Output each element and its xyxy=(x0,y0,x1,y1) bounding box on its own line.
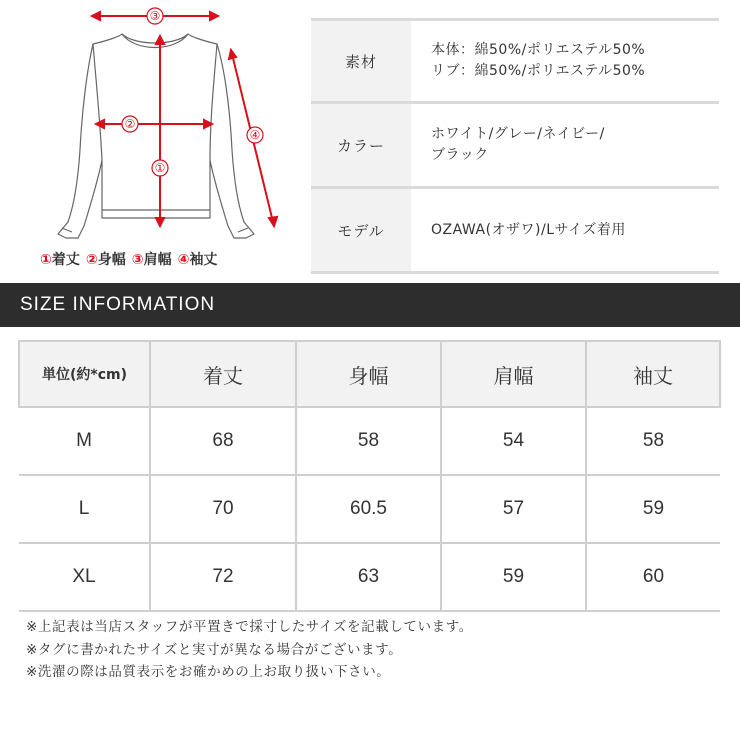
spec-value: ホワイト/グレー/ネイビー/ ブラック xyxy=(431,126,605,163)
table-cell: 72 xyxy=(150,543,296,611)
table-cell: 70 xyxy=(150,475,296,543)
size-information-banner xyxy=(0,283,740,327)
note-line: ※上記表は当店スタッフが平置きで採寸したサイズを記載しています。 xyxy=(26,619,473,635)
spec-row-color xyxy=(311,104,719,189)
notes xyxy=(26,616,473,684)
table-cell: 59 xyxy=(586,475,720,543)
spec-label: モデル xyxy=(311,189,411,271)
header-sleeve: 袖丈 xyxy=(586,341,720,407)
spec-row-material xyxy=(311,18,719,104)
garment-diagram xyxy=(0,0,290,280)
legend-length: ①着丈 xyxy=(40,252,80,268)
table-cell: 54 xyxy=(441,407,586,475)
marker-length: ① xyxy=(154,161,166,175)
spec-label: カラー xyxy=(311,104,411,186)
header-length: 着丈 xyxy=(150,341,296,407)
header-body-width: 身幅 xyxy=(296,341,441,407)
note-line: ※タグに書かれたサイズと実寸が異なる場合がございます。 xyxy=(26,641,403,658)
table-row xyxy=(19,475,720,543)
table-cell: 60.5 xyxy=(296,475,441,543)
size-table xyxy=(18,340,721,612)
size-table-header xyxy=(19,341,720,407)
table-cell: 68 xyxy=(150,407,296,475)
table-row xyxy=(19,543,720,611)
legend-sleeve: ④袖丈 xyxy=(177,252,218,268)
header-unit: 単位(約*cm) xyxy=(19,341,150,407)
table-cell: 63 xyxy=(296,543,441,611)
spec-row-model xyxy=(311,189,719,274)
table-cell: 57 xyxy=(441,475,586,543)
sweatshirt-outline xyxy=(0,0,290,250)
header-shoulder: 肩幅 xyxy=(441,341,586,407)
note-line: ※洗濯の際は品質表示をお確かめの上お取り扱い下さい。 xyxy=(26,664,391,680)
table-cell: 58 xyxy=(296,407,441,475)
legend-shoulder: ③肩幅 xyxy=(131,252,172,268)
marker-shoulder: ③ xyxy=(149,9,161,23)
table-cell: 58 xyxy=(586,407,720,475)
size-label: L xyxy=(19,475,150,543)
diagram-legend xyxy=(40,249,290,269)
size-label: XL xyxy=(19,543,150,611)
spec-value: OZAWA(オザワ)/Lサイズ着用 xyxy=(431,221,626,238)
spec-value: 本体：綿50%/ポリエステル50% リブ：綿50%/ポリエステル50% xyxy=(431,42,646,79)
table-row xyxy=(19,407,720,475)
spec-label: 素材 xyxy=(311,21,411,101)
table-cell: 59 xyxy=(441,543,586,611)
size-label: M xyxy=(19,407,150,475)
legend-body-width: ②身幅 xyxy=(85,252,126,268)
marker-sleeve: ④ xyxy=(249,128,261,142)
table-cell: 60 xyxy=(586,543,720,611)
spec-table xyxy=(311,18,719,274)
banner-title: SIZE INFORMATION xyxy=(20,294,216,315)
marker-body-width: ② xyxy=(124,117,136,131)
